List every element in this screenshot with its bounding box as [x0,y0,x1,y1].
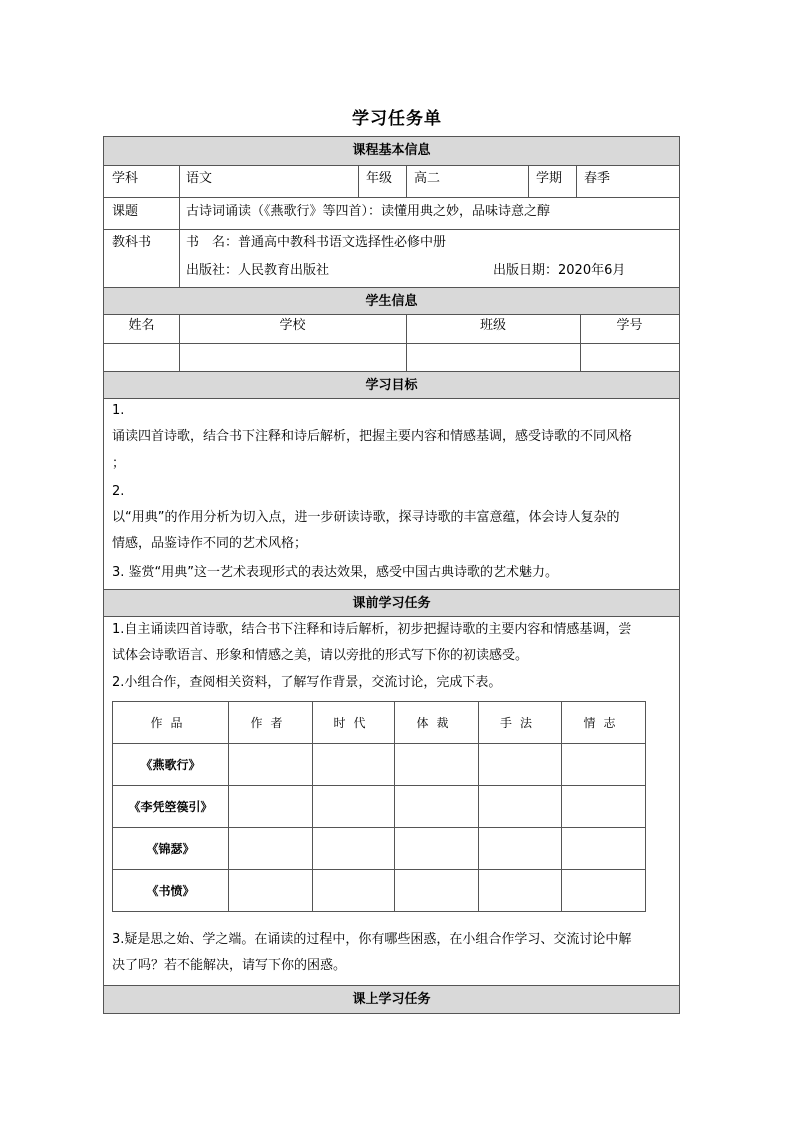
table-row [113,744,646,786]
blank-cell[interactable] [395,744,479,786]
works-analysis-table [112,701,646,912]
column-divider [406,166,407,197]
section-header-objectives: 学习目标 [104,371,679,399]
topic-value: 古诗词诵读（《燕歌行》等四首）：读懂用典之妙，品味诗意之醇 [186,204,551,219]
subject-label: 学科 [112,171,139,186]
blank-cell[interactable] [229,828,313,870]
column-divider [580,315,581,371]
blank-cell[interactable] [479,786,562,828]
table-row [113,828,646,870]
blank-cell[interactable] [562,828,646,870]
column-divider [576,166,577,197]
work-title: 《燕歌行》 [113,744,229,786]
subject-value: 语文 [186,171,213,186]
work-title: 《锦瑟》 [113,828,229,870]
publisher: 出版社：人民教育出版社 [186,263,330,278]
objective-line: 1. [112,403,125,418]
table-row [113,786,646,828]
task-2-text: 2.小组合作，查阅相关资料，了解写作背景，交流讨论，完成下表。 [112,675,502,690]
column-divider [406,315,407,371]
column-divider [528,166,529,197]
term-label: 学期 [536,171,563,186]
header-genre: 体裁 [395,702,479,744]
objective-line: ； [112,456,126,471]
blank-cell[interactable] [562,786,646,828]
objective-line: 3. 鉴赏“用典”这一艺术表现形式的表达效果，感受中国古典诗歌的艺术魅力。 [112,565,559,580]
header-era: 时代 [313,702,395,744]
blank-cell[interactable] [313,744,395,786]
term-value: 春季 [584,171,611,186]
blank-cell[interactable] [562,744,646,786]
grade-value: 高二 [414,171,441,186]
class-header: 班级 [479,318,506,333]
blank-cell[interactable] [313,786,395,828]
task-sheet-table [103,136,680,1014]
column-divider [179,166,180,287]
work-title: 《书愤》 [113,870,229,912]
section-header-student-info: 学生信息 [104,287,679,315]
blank-cell[interactable] [395,828,479,870]
section-header-in-class-tasks: 课上学习任务 [104,985,679,1013]
objective-line: 以“用典”的作用分析为切入点，进一步研读诗歌，探寻诗歌的丰富意蕴，体会诗人复杂的 [112,510,620,525]
student-id-header: 学号 [616,318,643,333]
blank-cell[interactable] [395,786,479,828]
column-divider [179,315,180,371]
publication-date: 出版日期：2020年6月 [493,263,626,278]
section-header-pre-class-tasks: 课前学习任务 [104,589,679,617]
task-3-line: 3.疑是思之始、学之端。在诵读的过程中，你有哪些困惑，在小组合作学习、交流讨论中解 [112,932,632,947]
school-header: 学校 [279,318,306,333]
textbook-name: 书 名：普通高中教科书语文选择性必修中册 [186,235,447,250]
blank-cell[interactable] [313,828,395,870]
work-title: 《李凭箜篌引》 [113,786,229,828]
header-technique: 手法 [479,702,562,744]
textbook-label: 教科书 [112,235,152,250]
header-work: 作品 [113,702,229,744]
row-divider [104,343,679,344]
column-divider [358,166,359,197]
section-header-basic-info: 课程基本信息 [104,137,679,166]
row-divider [104,229,679,230]
blank-cell[interactable] [479,828,562,870]
table-row [113,870,646,912]
topic-label: 课题 [112,204,139,219]
blank-cell[interactable] [479,870,562,912]
page-title: 学习任务单 [352,109,442,129]
task-1-line: 1.自主诵读四首诗歌，结合书下注释和诗后解析，初步把握诗歌的主要内容和情感基调，尝 [112,622,632,637]
header-author: 作者 [229,702,313,744]
grade-label: 年级 [366,171,393,186]
task-3-line: 决了吗？若不能解决，请写下你的困惑。 [112,958,347,973]
blank-cell[interactable] [395,870,479,912]
row-divider [104,197,679,198]
blank-cell[interactable] [479,744,562,786]
objective-line: 诵读四首诗歌，结合书下注释和诗后解析，把握主要内容和情感基调，感受诗歌的不同风格 [112,429,633,444]
student-name-header: 姓名 [128,318,155,333]
header-sentiment: 情志 [562,702,646,744]
blank-cell[interactable] [562,870,646,912]
blank-cell[interactable] [313,870,395,912]
task-1-line: 试体会诗歌语言、形象和情感之美，请以旁批的形式写下你的初读感受。 [112,648,529,663]
blank-cell[interactable] [229,870,313,912]
objective-line: 情感，品鉴诗作不同的艺术风格； [112,536,308,551]
objective-line: 2. [112,484,125,499]
blank-cell[interactable] [229,744,313,786]
blank-cell[interactable] [229,786,313,828]
